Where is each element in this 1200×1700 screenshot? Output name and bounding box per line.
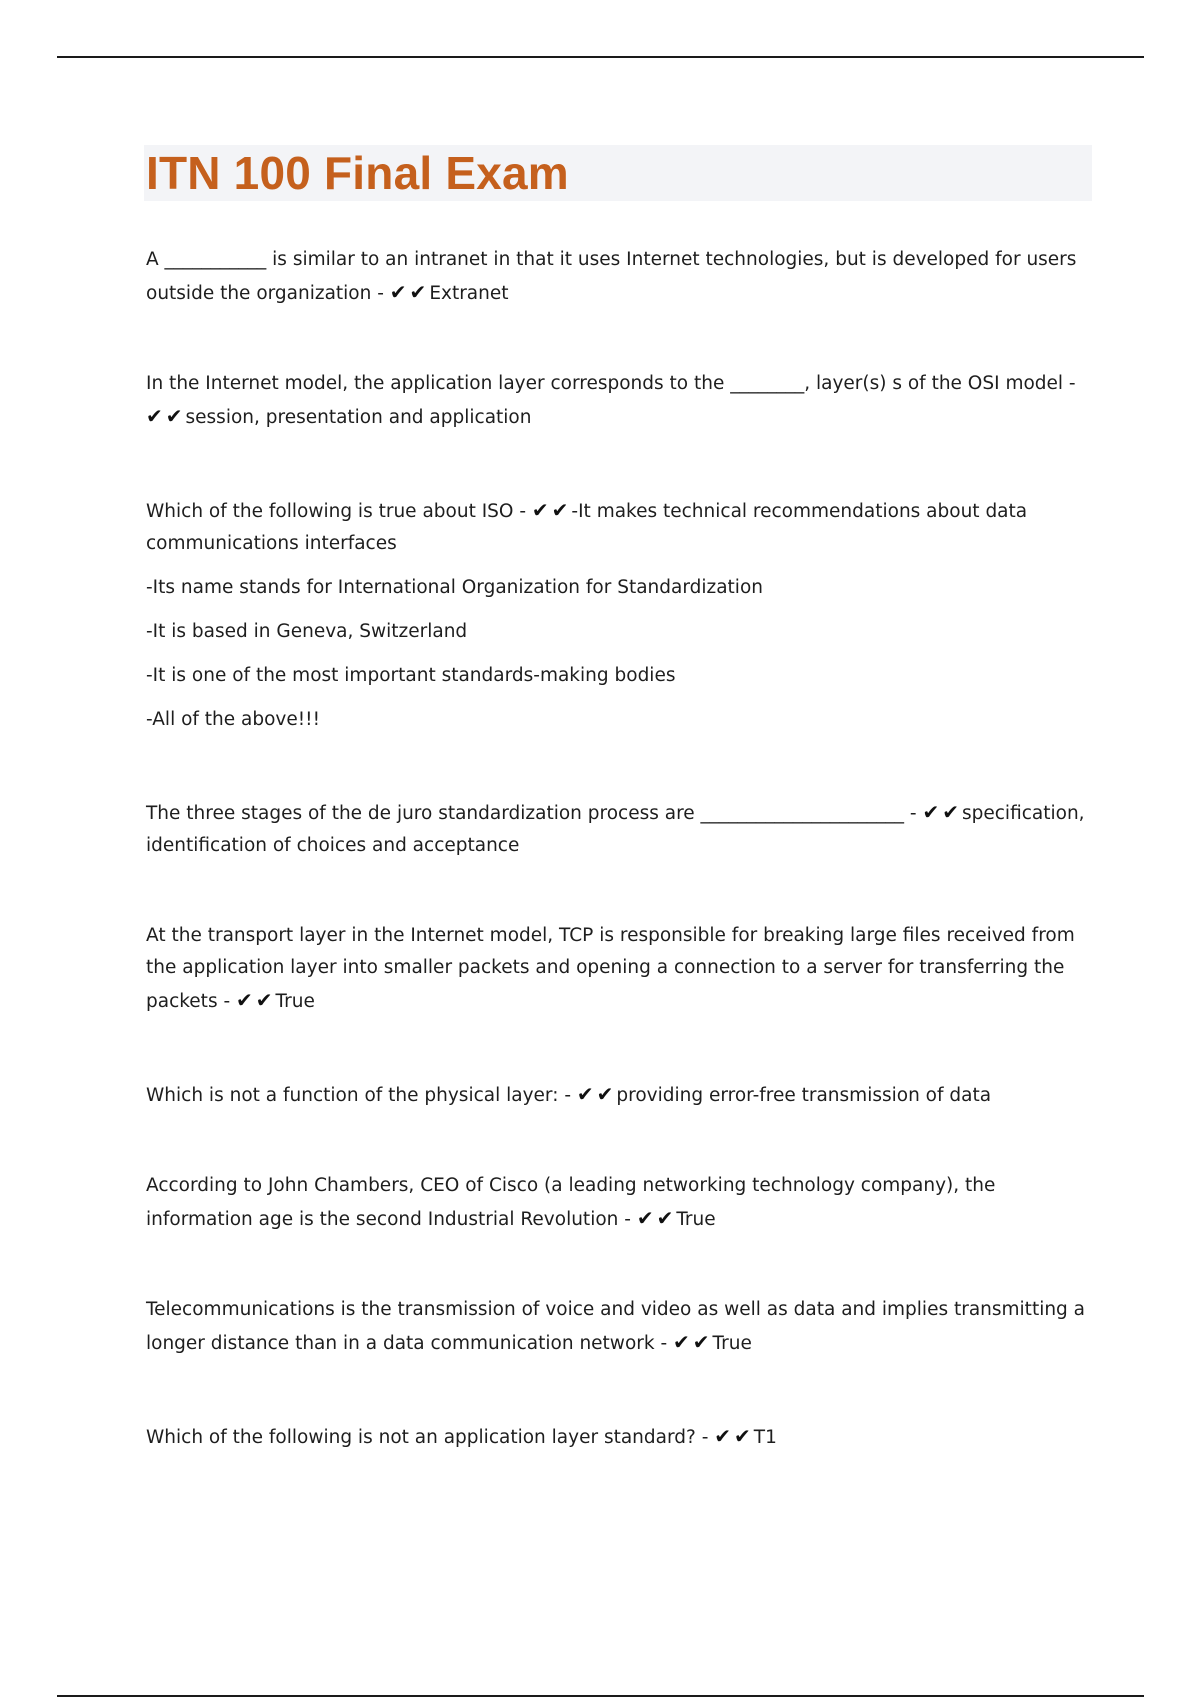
- question-text: At the transport layer in the Internet model, TCP is responsible for breaking large files received from the application layer into smaller packets and opening a connection to a server for transferring the packets -: [146, 925, 1075, 1012]
- question-text: Telecommunications is the transmission of voice and video as well as data and implies transmitting a longer distance than in a data communication network -: [146, 1299, 1086, 1354]
- question-item: [146, 1294, 1096, 1360]
- double-check-icon: ✔✔: [389, 280, 430, 304]
- question-paragraph: [146, 1170, 1096, 1236]
- answer-text: providing error-free transmission of data: [616, 1085, 992, 1106]
- double-check-icon: ✔✔: [236, 988, 276, 1012]
- answer-text: True: [676, 1209, 716, 1230]
- answer-option: -Its name stands for International Organization for Standardization: [146, 577, 763, 598]
- answer-text: True: [712, 1333, 752, 1354]
- bottom-rule: [57, 1695, 1144, 1697]
- question-text: In the Internet model, the application layer corresponds to the ________, layer(s) s of the OSI model -: [146, 373, 1076, 394]
- question-paragraph: [146, 1294, 1096, 1360]
- double-check-icon: ✔✔: [531, 498, 572, 522]
- question-text: The three stages of the de juro standardization process are ______________________ -: [146, 803, 923, 824]
- double-check-icon: ✔✔: [576, 1082, 617, 1106]
- question-text: A ___________ is similar to an intranet in that it uses Internet technologies, but is developed for users outside the organization -: [146, 249, 1077, 304]
- question-paragraph: [146, 494, 1096, 560]
- question-text: Which of the following is not an application layer standard? -: [146, 1427, 715, 1448]
- double-check-icon: ✔✔: [636, 1206, 677, 1230]
- top-rule: [57, 56, 1144, 58]
- answer-text: T1: [753, 1427, 777, 1448]
- answer-text: -It makes technical recommendations about data communications interfaces: [146, 501, 1028, 554]
- answer-text: True: [275, 991, 315, 1012]
- document-title: ITN 100 Final Exam: [146, 147, 569, 199]
- question-item: [146, 796, 1096, 862]
- question-paragraph: [146, 244, 1096, 310]
- double-check-icon: ✔✔: [922, 800, 962, 824]
- question-item: [146, 1420, 1096, 1454]
- question-item: [146, 920, 1096, 1018]
- question-paragraph: [146, 1078, 1096, 1112]
- question-text: According to John Chambers, CEO of Cisco (a leading networking technology company), the information age is the second Industrial Revolution -: [146, 1175, 996, 1230]
- answer-option: -All of the above!!!: [146, 709, 321, 730]
- answer-text: specification, identification of choices and acceptance: [146, 803, 1085, 856]
- question-paragraph: [146, 1420, 1096, 1454]
- question-item: [146, 494, 1096, 736]
- double-check-icon: ✔✔: [146, 404, 186, 428]
- double-check-icon: ✔✔: [714, 1424, 754, 1448]
- question-text: Which of the following is true about ISO -: [146, 501, 532, 522]
- answer-text: Extranet: [429, 283, 509, 304]
- question-item: [146, 244, 1096, 310]
- question-paragraph: [146, 796, 1096, 862]
- question-item: [146, 368, 1096, 434]
- answer-text: session, presentation and application: [185, 407, 532, 428]
- double-check-icon: ✔✔: [673, 1330, 713, 1354]
- answer-option: -It is one of the most important standards-making bodies: [146, 665, 676, 686]
- question-text: Which is not a function of the physical layer: -: [146, 1085, 577, 1106]
- answer-option: -It is based in Geneva, Switzerland: [146, 621, 468, 642]
- question-item: [146, 1170, 1096, 1236]
- question-paragraph: [146, 368, 1096, 434]
- question-list: [146, 244, 1096, 1454]
- question-paragraph: [146, 920, 1096, 1018]
- question-item: [146, 1078, 1096, 1112]
